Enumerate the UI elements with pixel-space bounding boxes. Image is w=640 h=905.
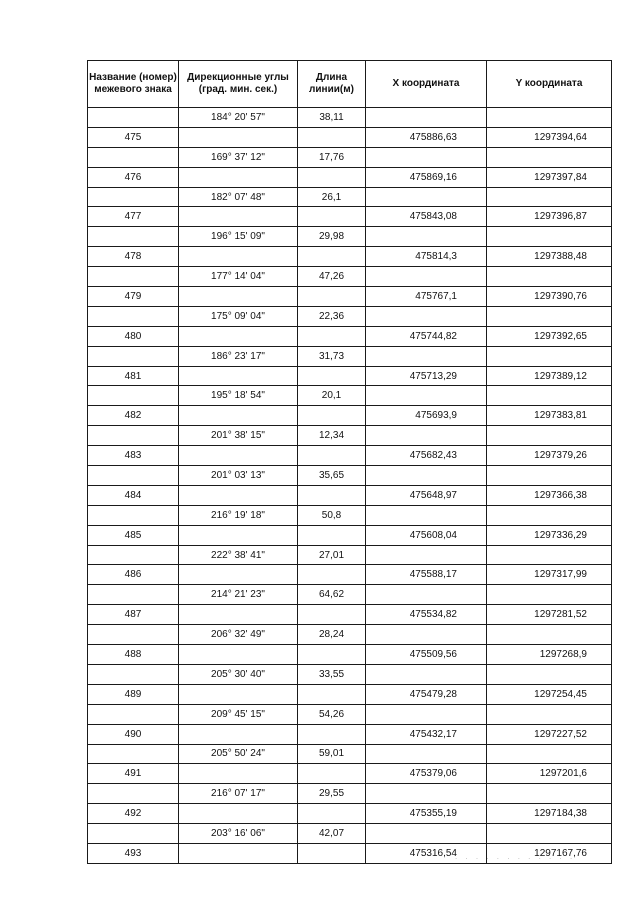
x-coordinate-cell: 475767,1 (366, 287, 487, 307)
line-length-cell (298, 127, 366, 147)
marker-name-cell (88, 346, 179, 366)
line-length-cell: 64,62 (298, 585, 366, 605)
marker-name-cell (88, 585, 179, 605)
y-coordinate-cell: 1297336,29 (487, 525, 612, 545)
y-coordinate-cell: 1297268,9 (487, 645, 612, 665)
table-header-row (88, 61, 612, 108)
y-coordinate-cell: 1297388,48 (487, 247, 612, 267)
direction-angle-cell: 182° 07' 48" (179, 187, 298, 207)
line-length-cell (298, 605, 366, 625)
x-coordinate-cell (366, 585, 487, 605)
direction-angle-cell (179, 406, 298, 426)
y-coordinate-cell (487, 426, 612, 446)
y-coordinate-cell (487, 744, 612, 764)
y-coordinate-cell: 1297394,64 (487, 127, 612, 147)
x-coordinate-cell: 475744,82 (366, 326, 487, 346)
y-coordinate-cell (487, 147, 612, 167)
y-coordinate-cell (487, 664, 612, 684)
direction-angle-cell (179, 804, 298, 824)
marker-name-cell: 484 (88, 485, 179, 505)
line-length-cell (298, 525, 366, 545)
x-coordinate-cell: 475814,3 (366, 247, 487, 267)
direction-angle-cell: 214° 21' 23" (179, 585, 298, 605)
x-coordinate-cell: 475379,06 (366, 764, 487, 784)
table-row (88, 366, 612, 386)
direction-angle-cell (179, 724, 298, 744)
y-coordinate-cell: 1297389,12 (487, 366, 612, 386)
line-length-cell: 47,26 (298, 267, 366, 287)
table-row (88, 764, 612, 784)
direction-angle-cell: 201° 03' 13" (179, 466, 298, 486)
marker-name-cell: 487 (88, 605, 179, 625)
marker-name-cell (88, 784, 179, 804)
table-row (88, 306, 612, 326)
direction-angle-cell: 184° 20' 57" (179, 108, 298, 128)
y-coordinate-cell (487, 108, 612, 128)
direction-angle-cell (179, 485, 298, 505)
table-row (88, 326, 612, 346)
line-length-cell: 27,01 (298, 545, 366, 565)
y-coordinate-cell (487, 704, 612, 724)
x-coordinate-cell (366, 664, 487, 684)
marker-name-cell: 493 (88, 843, 179, 863)
y-coordinate-cell (487, 545, 612, 565)
x-coordinate-cell: 475479,28 (366, 684, 487, 704)
x-coordinate-cell: 475608,04 (366, 525, 487, 545)
direction-angle-cell: 205° 50' 24" (179, 744, 298, 764)
y-coordinate-cell (487, 187, 612, 207)
marker-name-cell (88, 545, 179, 565)
table-row (88, 167, 612, 187)
y-coordinate-cell: 1297201,6 (487, 764, 612, 784)
x-coordinate-cell (366, 824, 487, 844)
direction-angle-cell: 175° 09' 04" (179, 306, 298, 326)
table-row (88, 704, 612, 724)
y-coordinate-cell (487, 227, 612, 247)
line-length-cell: 33,55 (298, 664, 366, 684)
x-coordinate-cell (366, 306, 487, 326)
table-row (88, 466, 612, 486)
y-coordinate-cell: 1297317,99 (487, 565, 612, 585)
table-row (88, 724, 612, 744)
table-row (88, 147, 612, 167)
direction-angle-cell (179, 366, 298, 386)
x-coordinate-cell (366, 187, 487, 207)
table-row (88, 207, 612, 227)
x-coordinate-cell: 475682,43 (366, 446, 487, 466)
direction-angle-cell (179, 645, 298, 665)
y-coordinate-cell: 1297390,76 (487, 287, 612, 307)
table-row (88, 485, 612, 505)
line-length-cell (298, 684, 366, 704)
table-row (88, 684, 612, 704)
direction-angle-cell (179, 684, 298, 704)
direction-angle-cell (179, 247, 298, 267)
marker-name-cell: 489 (88, 684, 179, 704)
line-length-cell: 54,26 (298, 704, 366, 724)
direction-angle-cell: 177° 14' 04" (179, 267, 298, 287)
y-coordinate-cell: 1297383,81 (487, 406, 612, 426)
x-coordinate-cell: 475355,19 (366, 804, 487, 824)
table-row (88, 625, 612, 645)
line-length-cell (298, 724, 366, 744)
y-coordinate-cell: 1297379,26 (487, 446, 612, 466)
y-coordinate-cell (487, 466, 612, 486)
table-body (88, 108, 612, 864)
y-coordinate-cell: 1297396,87 (487, 207, 612, 227)
y-coordinate-cell: 1297167,76 (487, 843, 612, 863)
table-row (88, 287, 612, 307)
table-row (88, 525, 612, 545)
direction-angle-cell (179, 565, 298, 585)
direction-angle-cell: 196° 15' 09" (179, 227, 298, 247)
line-length-cell (298, 645, 366, 665)
table-row (88, 545, 612, 565)
line-length-cell: 12,34 (298, 426, 366, 446)
y-coordinate-cell (487, 386, 612, 406)
table-row (88, 505, 612, 525)
line-length-cell: 35,65 (298, 466, 366, 486)
direction-angle-cell: 216° 19' 18" (179, 505, 298, 525)
x-coordinate-cell (366, 426, 487, 446)
x-coordinate-cell (366, 704, 487, 724)
x-coordinate-cell (366, 625, 487, 645)
line-length-cell (298, 565, 366, 585)
x-coordinate-cell: 475693,9 (366, 406, 487, 426)
marker-name-cell: 485 (88, 525, 179, 545)
line-length-cell: 20,1 (298, 386, 366, 406)
line-length-cell (298, 804, 366, 824)
marker-name-cell: 480 (88, 326, 179, 346)
marker-name-cell (88, 824, 179, 844)
table-row (88, 585, 612, 605)
table-row (88, 386, 612, 406)
table-row (88, 446, 612, 466)
y-coordinate-cell (487, 346, 612, 366)
direction-angle-cell (179, 525, 298, 545)
x-coordinate-cell: 475886,63 (366, 127, 487, 147)
direction-angle-cell (179, 843, 298, 863)
marker-name-cell: 491 (88, 764, 179, 784)
line-length-cell: 59,01 (298, 744, 366, 764)
y-coordinate-cell (487, 306, 612, 326)
x-coordinate-cell (366, 744, 487, 764)
marker-name-cell: 482 (88, 406, 179, 426)
x-coordinate-cell (366, 784, 487, 804)
x-coordinate-cell (366, 545, 487, 565)
marker-name-cell (88, 267, 179, 287)
line-length-cell: 50,8 (298, 505, 366, 525)
table-row (88, 784, 612, 804)
table-row (88, 108, 612, 128)
y-coordinate-cell (487, 267, 612, 287)
x-coordinate-cell: 475713,29 (366, 366, 487, 386)
x-coordinate-cell: 475534,82 (366, 605, 487, 625)
x-coordinate-cell: 475843,08 (366, 207, 487, 227)
x-coordinate-cell: 475432,17 (366, 724, 487, 744)
marker-name-cell: 488 (88, 645, 179, 665)
table-row (88, 406, 612, 426)
line-length-cell: 31,73 (298, 346, 366, 366)
line-length-cell: 38,11 (298, 108, 366, 128)
x-coordinate-cell (366, 386, 487, 406)
marker-name-cell (88, 664, 179, 684)
scan-artifact: · · · · · · · · · · · · (455, 855, 576, 863)
marker-name-cell: 479 (88, 287, 179, 307)
direction-angle-cell (179, 764, 298, 784)
direction-angle-cell: 205° 30' 40" (179, 664, 298, 684)
y-coordinate-cell (487, 625, 612, 645)
boundary-coordinates-table (87, 60, 612, 864)
x-coordinate-cell (366, 346, 487, 366)
marker-name-cell: 492 (88, 804, 179, 824)
line-length-cell (298, 843, 366, 863)
y-coordinate-cell (487, 784, 612, 804)
table-row (88, 824, 612, 844)
direction-angle-cell (179, 605, 298, 625)
x-coordinate-cell (366, 505, 487, 525)
y-coordinate-cell: 1297254,45 (487, 684, 612, 704)
line-length-cell: 22,36 (298, 306, 366, 326)
y-coordinate-cell (487, 505, 612, 525)
marker-name-cell (88, 744, 179, 764)
marker-name-cell (88, 386, 179, 406)
direction-angle-cell: 201° 38' 15" (179, 426, 298, 446)
table-row (88, 645, 612, 665)
marker-name-cell (88, 147, 179, 167)
x-coordinate-cell: 475588,17 (366, 565, 487, 585)
header-marker-name: Название (номер) межевого знака (88, 61, 179, 108)
marker-name-cell: 478 (88, 247, 179, 267)
line-length-cell: 26,1 (298, 187, 366, 207)
table-row (88, 426, 612, 446)
marker-name-cell: 477 (88, 207, 179, 227)
x-coordinate-cell (366, 147, 487, 167)
marker-name-cell (88, 426, 179, 446)
marker-name-cell (88, 625, 179, 645)
table-row (88, 804, 612, 824)
marker-name-cell (88, 704, 179, 724)
direction-angle-cell (179, 287, 298, 307)
x-coordinate-cell: 475316,54 (366, 843, 487, 863)
table-row (88, 565, 612, 585)
direction-angle-cell: 186° 23' 17" (179, 346, 298, 366)
y-coordinate-cell: 1297392,65 (487, 326, 612, 346)
marker-name-cell (88, 505, 179, 525)
marker-name-cell (88, 306, 179, 326)
direction-angle-cell: 222° 38' 41" (179, 545, 298, 565)
direction-angle-cell (179, 326, 298, 346)
header-line-length: Длина линии(м) (298, 61, 366, 108)
table-row (88, 127, 612, 147)
marker-name-cell: 476 (88, 167, 179, 187)
marker-name-cell: 481 (88, 366, 179, 386)
marker-name-cell: 475 (88, 127, 179, 147)
marker-name-cell (88, 108, 179, 128)
direction-angle-cell (179, 167, 298, 187)
line-length-cell: 42,07 (298, 824, 366, 844)
direction-angle-cell: 209° 45' 15" (179, 704, 298, 724)
y-coordinate-cell: 1297397,84 (487, 167, 612, 187)
line-length-cell: 29,98 (298, 227, 366, 247)
direction-angle-cell: 169° 37' 12" (179, 147, 298, 167)
x-coordinate-cell: 475648,97 (366, 485, 487, 505)
line-length-cell (298, 446, 366, 466)
marker-name-cell (88, 187, 179, 207)
y-coordinate-cell: 1297227,52 (487, 724, 612, 744)
table-row (88, 605, 612, 625)
line-length-cell: 28,24 (298, 625, 366, 645)
marker-name-cell (88, 227, 179, 247)
table-row (88, 346, 612, 366)
x-coordinate-cell (366, 466, 487, 486)
marker-name-cell: 483 (88, 446, 179, 466)
direction-angle-cell (179, 207, 298, 227)
line-length-cell (298, 207, 366, 227)
direction-angle-cell: 206° 32' 49" (179, 625, 298, 645)
direction-angle-cell: 195° 18' 54" (179, 386, 298, 406)
table-row (88, 664, 612, 684)
x-coordinate-cell: 475509,56 (366, 645, 487, 665)
line-length-cell (298, 167, 366, 187)
line-length-cell (298, 366, 366, 386)
y-coordinate-cell: 1297366,38 (487, 485, 612, 505)
line-length-cell: 29,55 (298, 784, 366, 804)
direction-angle-cell: 216° 07' 17" (179, 784, 298, 804)
line-length-cell (298, 247, 366, 267)
x-coordinate-cell: 475869,16 (366, 167, 487, 187)
table-row (88, 187, 612, 207)
x-coordinate-cell (366, 108, 487, 128)
y-coordinate-cell: 1297281,52 (487, 605, 612, 625)
header-x-coordinate: X координата (366, 61, 487, 108)
marker-name-cell (88, 466, 179, 486)
y-coordinate-cell (487, 585, 612, 605)
table-row (88, 247, 612, 267)
table-row (88, 744, 612, 764)
marker-name-cell: 490 (88, 724, 179, 744)
line-length-cell: 17,76 (298, 147, 366, 167)
direction-angle-cell (179, 127, 298, 147)
y-coordinate-cell: 1297184,38 (487, 804, 612, 824)
direction-angle-cell: 203° 16' 06" (179, 824, 298, 844)
direction-angle-cell (179, 446, 298, 466)
line-length-cell (298, 406, 366, 426)
line-length-cell (298, 287, 366, 307)
x-coordinate-cell (366, 267, 487, 287)
line-length-cell (298, 764, 366, 784)
x-coordinate-cell (366, 227, 487, 247)
marker-name-cell: 486 (88, 565, 179, 585)
table-row (88, 267, 612, 287)
line-length-cell (298, 485, 366, 505)
table-row (88, 227, 612, 247)
header-y-coordinate: Y координата (487, 61, 612, 108)
header-direction-angle: Дирекционные углы (град. мин. сек.) (179, 61, 298, 108)
line-length-cell (298, 326, 366, 346)
y-coordinate-cell (487, 824, 612, 844)
